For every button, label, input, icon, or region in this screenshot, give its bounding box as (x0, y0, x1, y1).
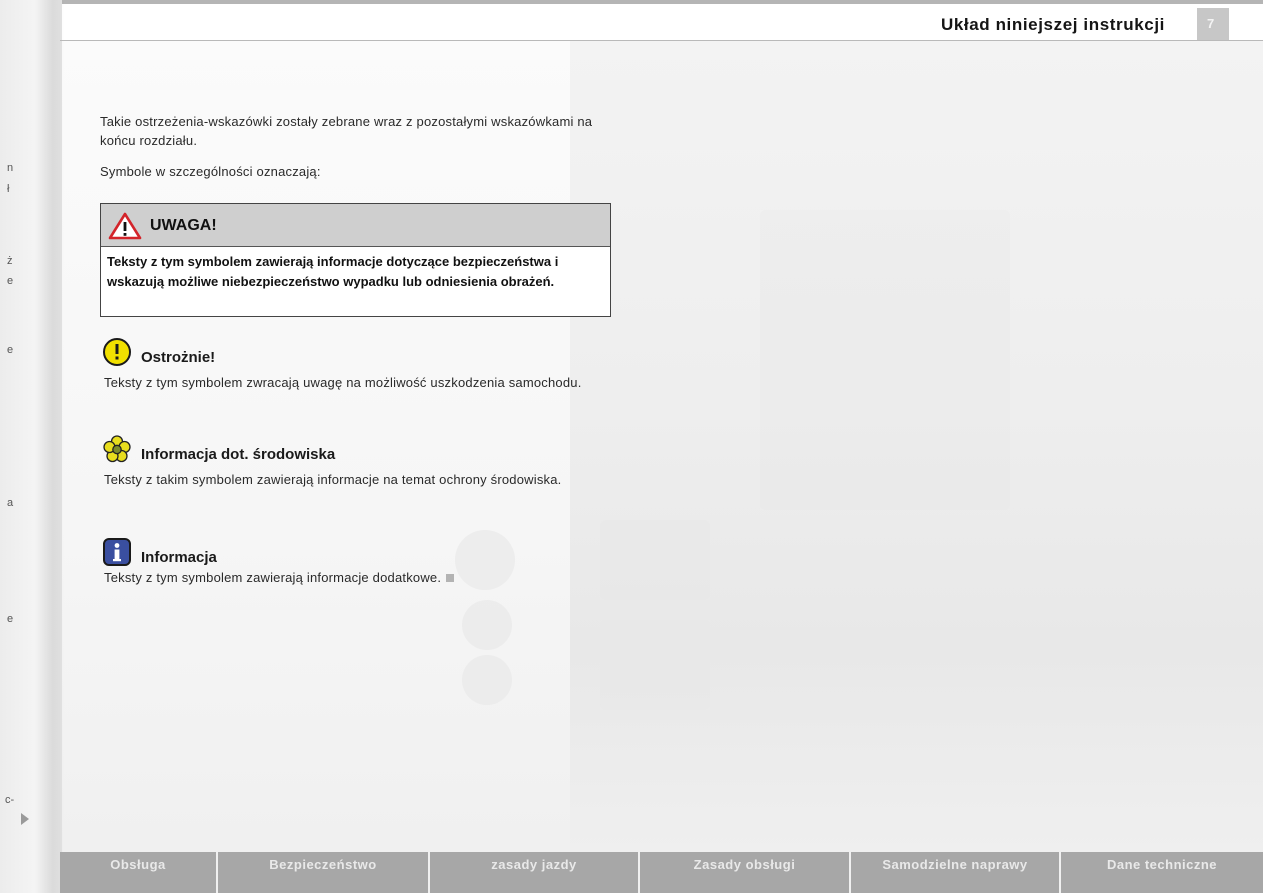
info-title: Informacja (141, 549, 217, 566)
top-rule (0, 0, 1263, 4)
intro-symbols-line: Symbole w szczególności oznaczają: (100, 164, 321, 179)
page-title: Układ niniejszej instrukcji (940, 15, 1165, 34)
environment-heading (102, 434, 335, 464)
environment-title: Informacja dot. środowiska (141, 446, 336, 463)
chapter-navigation (60, 852, 1263, 893)
background-ghost (462, 655, 512, 705)
nav-tab-dane-techniczne[interactable]: Dane techniczne (1061, 852, 1263, 893)
nav-tab-samodzielne-naprawy[interactable]: Samodzielne naprawy (851, 852, 1061, 893)
margin-fragment: a (7, 497, 14, 509)
warning-header (101, 204, 610, 247)
info-icon (102, 537, 132, 567)
warning-text: Teksty z tym symbolem zawierają informacje dotyczące bezpieczeństwa i wskazują możliwe niebezpieczeństwo wypadku lub odniesienia obrażeń. (107, 254, 559, 289)
intro-paragraph: Takie ostrzeżenia-wskazówki zostały zebrane wraz z pozostałymi wskazówkami na końcu rozdziału. (100, 114, 593, 148)
background-ghost (600, 620, 710, 710)
caution-title: Ostrożnie! (141, 349, 216, 366)
background-ghost (760, 210, 1010, 510)
margin-fragment: ł (7, 183, 10, 195)
margin-fragment: c- (5, 794, 15, 806)
flower-icon (102, 434, 132, 464)
warning-triangle-icon (108, 212, 142, 240)
caution-text: Teksty z tym symbolem zwracają uwagę na możliwość uszkodzenia samochodu. (104, 375, 582, 390)
exclamation-circle-icon (102, 337, 132, 367)
caution-heading (102, 337, 215, 367)
margin-fragment: e (7, 344, 14, 356)
spine-shadow (36, 0, 64, 893)
margin-fragment: ż (7, 255, 13, 267)
info-text: Teksty z tym symbolem zawierają informacje dodatkowe. (104, 570, 442, 585)
environment-text: Teksty z takim symbolem zawierają informacje na temat ochrony środowiska. (104, 472, 562, 487)
page-number: 7 (1197, 8, 1229, 40)
info-text-line (104, 568, 609, 587)
margin-fragment: e (7, 613, 14, 625)
warning-box (100, 203, 611, 317)
margin-fragment: e (7, 275, 14, 287)
warning-title: UWAGA! (150, 217, 217, 234)
nav-tab-zasady-jazdy[interactable]: zasady jazdy (430, 852, 640, 893)
margin-fragment: n (7, 162, 14, 174)
background-ghost (462, 600, 512, 650)
header-rule (60, 40, 1263, 41)
continue-arrow-icon (21, 813, 29, 825)
background-ghost (600, 520, 710, 600)
nav-tab-obsluga[interactable]: Obsługa (60, 852, 218, 893)
nav-tab-zasady-obslugi[interactable]: Zasady obsługi (640, 852, 851, 893)
info-heading (102, 537, 217, 567)
section-end-icon (446, 574, 454, 582)
nav-tab-bezpieczenstwo[interactable]: Bezpieczeństwo (218, 852, 430, 893)
